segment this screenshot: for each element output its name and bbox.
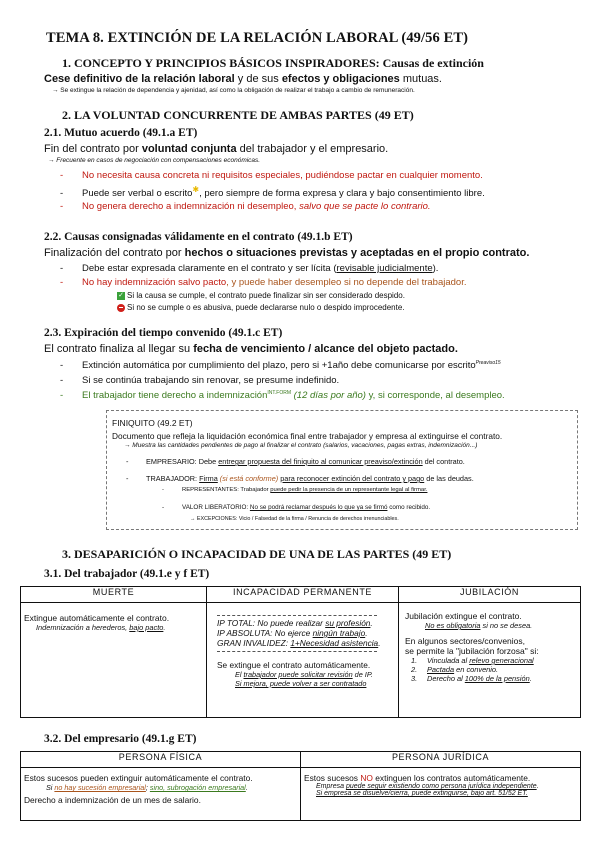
table-cell-jubilacion bbox=[399, 603, 581, 718]
cell-text: Vinculada al bbox=[427, 656, 470, 665]
finiquito-box bbox=[106, 410, 578, 530]
list-number: 3. bbox=[411, 674, 418, 683]
cell-text: Estos sucesos pueden extinguir automáticamente el contrato. bbox=[24, 773, 253, 783]
section-2-heading: 2. LA VOLUNTAD CONCURRENTE DE AMBAS PARTES (49 ET) bbox=[62, 108, 414, 122]
consequence-line bbox=[117, 303, 405, 312]
cell-line bbox=[304, 773, 577, 783]
cell-text-underlined: Si mejora, puede volver a ser contratado bbox=[235, 679, 367, 688]
text: mutuas. bbox=[399, 73, 442, 85]
bullet-text-italic: salvo que se pacte lo contrario. bbox=[299, 201, 431, 212]
text: de las deudas. bbox=[424, 474, 474, 483]
cell-text: Se extingue el contrato automáticamente. bbox=[217, 660, 371, 670]
cell-line bbox=[405, 656, 576, 665]
text: TRABAJADOR: bbox=[146, 474, 200, 483]
cell-text-underlined: puede seguir existiendo como persona jurídica independiente bbox=[345, 783, 537, 790]
subsection-3-2-heading: 3.2. Del empresario (49.1.g ET) bbox=[44, 733, 197, 745]
page-title: TEMA 8. EXTINCIÓN DE LA RELACIÓN LABORAL (49/56 ET) bbox=[46, 30, 469, 46]
list-number: 1. bbox=[411, 656, 418, 665]
bullet-text: , y puede haber desempleo si no depende del trabajador. bbox=[226, 277, 467, 288]
table-header: PERSONA FÍSICA bbox=[21, 752, 301, 768]
cell-text-underlined: sino, subrogación empresarial bbox=[149, 783, 246, 792]
finiquito-trabajador: - TRABAJADOR: Firma (si está conforme) para reconocer extinción del contrato y pago de las deudas. bbox=[126, 474, 474, 483]
subsection-2-2-text bbox=[44, 247, 529, 259]
text: El contrato finaliza al llegar su bbox=[44, 343, 194, 355]
cell-text-underlined: ningún trabajo bbox=[312, 628, 366, 638]
cell-text: ; bbox=[145, 783, 150, 792]
cell-text: Extingue automáticamente el contrato. bbox=[24, 613, 170, 623]
cell-text-underlined: No es obligatoria bbox=[425, 621, 481, 630]
finiquito-note: → Muestra las cantidades pendientes de pago al finalizar el contrato (salarios, vacaciones, pagas extras, indemnización...) bbox=[124, 442, 478, 449]
text: EMPRESARIO: bbox=[146, 457, 199, 466]
cell-line bbox=[217, 638, 394, 648]
cell-line bbox=[405, 674, 576, 683]
superscript-note: Preaviso15 bbox=[475, 360, 501, 366]
cell-text-underlined: relevo generacional bbox=[469, 656, 534, 665]
table-header: INCAPACIDAD PERMANENTE bbox=[207, 587, 399, 603]
bullet-text: y, si corresponde, al desempleo. bbox=[365, 390, 505, 402]
cell-text: Indemnización a herederos, bbox=[36, 623, 130, 632]
section-3-heading: 3. DESAPARICIÓN O INCAPACIDAD DE UNA DE LAS PARTES (49 ET) bbox=[62, 547, 452, 561]
table-cell-incapacidad bbox=[207, 603, 399, 718]
text: Trabajador bbox=[240, 487, 271, 493]
cell-text-underlined: 100% de la pensión bbox=[464, 674, 530, 683]
bullet: - Debe estar expresada claramente en el contrato y ser lícita (revisable judicialmente). bbox=[60, 263, 439, 274]
cell-text-underlined: Si empresa se disuelve/cierra, puede extinguirse, bajo art. 51/52 ET. bbox=[316, 790, 528, 797]
bullet-text-italic: (12 días por año) bbox=[290, 390, 366, 402]
no-entry-icon bbox=[117, 304, 125, 312]
table-header: MUERTE bbox=[21, 587, 207, 603]
bullet: - No necesita causa concreta ni requisitos especiales, pudiéndose pactar en cualquier momento. bbox=[60, 170, 483, 181]
cell-text: . bbox=[370, 618, 373, 628]
cell-text: Si bbox=[46, 783, 55, 792]
text-bold: fecha de vencimiento / alcance del objeto pactado. bbox=[193, 343, 458, 355]
cell-text-underlined: su profesión bbox=[325, 618, 371, 628]
cell-text: . bbox=[378, 638, 381, 648]
text-bold: efectos y obligaciones bbox=[281, 73, 400, 85]
text: REPRESENTANTES: bbox=[182, 487, 241, 493]
dashed-divider bbox=[217, 651, 377, 652]
subsection-2-2-heading: 2.2. Causas consignadas válidamente en el contrato (49.1.b ET) bbox=[44, 231, 353, 243]
star-icon: ✱ bbox=[192, 185, 200, 194]
cell-text: . bbox=[163, 623, 166, 632]
cell-text-underlined: no hay sucesión empresarial bbox=[54, 783, 146, 792]
text-bold: hechos o situaciones previstas y aceptadas en el propio contrato. bbox=[184, 247, 530, 259]
text: del contrato. bbox=[422, 457, 465, 466]
text: y de sus bbox=[234, 73, 282, 85]
bullet-text-underlined: revisable judicialmente bbox=[336, 263, 433, 274]
check-icon: ✓ bbox=[118, 291, 124, 299]
text-bold: Cese definitivo de la relación laboral bbox=[44, 73, 235, 85]
text: del trabajador y el empresario. bbox=[236, 143, 389, 155]
cell-line bbox=[217, 618, 394, 628]
subsection-2-3-heading: 2.3. Expiración del tiempo convenido (49.1.c ET) bbox=[44, 327, 283, 339]
empresario-table bbox=[20, 751, 581, 821]
cell-text: . bbox=[529, 674, 532, 683]
consequence-line bbox=[117, 291, 405, 300]
cell-text: si no se desea. bbox=[480, 621, 533, 630]
cell-text-underlined: Pactada bbox=[427, 665, 455, 674]
finiquito-excepciones: → EXCEPCIONES: Vicio / Falsedad de la firma / Renuncia de derechos irrenunciables. bbox=[190, 516, 399, 522]
finiquito-empresario: - EMPRESARIO: Debe entregar propuesta del finiquito al comunicar preaviso/extinción del contrato. bbox=[126, 457, 465, 466]
text-italic: (si está conforme) bbox=[217, 474, 281, 483]
bullet: - El trabajador tiene derecho a indemnización$^{INT.FORM}$ (12 días por año) y, si corresponde, al desempleo. bbox=[60, 390, 505, 402]
cell-text-underlined: trabajador puede solicitar revisión bbox=[243, 670, 353, 679]
bullet-text: No genera derecho a indemnización ni desempleo, bbox=[82, 201, 300, 212]
text-bold: voluntad conjunta bbox=[141, 143, 237, 155]
cell-line bbox=[217, 670, 394, 679]
bullet-text: El trabajador tiene derecho a indemnización bbox=[82, 390, 268, 402]
subsection-2-3-text bbox=[44, 343, 458, 355]
trabajador-table bbox=[20, 586, 581, 718]
text-underlined: entregar propuesta del finiquito al comunicar preaviso/extinción bbox=[218, 457, 423, 466]
text: VALOR LIBERATORIO: bbox=[182, 504, 250, 511]
cell-text: Jubilación extingue el contrato. bbox=[405, 611, 522, 621]
list-number: 2. bbox=[411, 665, 418, 674]
cell-text-underlined: bajo pacto bbox=[129, 623, 164, 632]
cell-text: IP ABSOLUTA: No ejerce bbox=[217, 628, 313, 638]
bullet-text: Puede ser verbal o escrito bbox=[82, 188, 193, 200]
cell-text: extinguen los contratos automáticamente. bbox=[372, 773, 531, 783]
cell-text: Derecho a indemnización de un mes de salario. bbox=[24, 795, 201, 805]
section-1-text bbox=[44, 73, 442, 85]
cell-text: Estos sucesos bbox=[304, 773, 361, 783]
bullet-text: Debe estar expresada claramente en el contrato y ser lícita ( bbox=[82, 263, 337, 274]
section-1-note: → Se extingue la relación de dependencia y ajenidad, así como la obligación de realizar el trabajo a cambio de remuneración. bbox=[52, 87, 415, 94]
cell-text: se permite la "jubilación forzosa" si: bbox=[405, 646, 539, 656]
bullet: - No genera derecho a indemnización ni desempleo, salvo que se pacte lo contrario. bbox=[60, 201, 431, 212]
cell-line bbox=[24, 783, 297, 792]
cell-text-red: NO bbox=[360, 773, 373, 783]
cell-line bbox=[24, 623, 203, 632]
text: Finalización del contrato por bbox=[44, 247, 185, 259]
subsection-2-1-text bbox=[44, 143, 388, 155]
finiquito-valor-liberatorio: - VALOR LIBERATORIO: No se podrá reclamar después lo que ya se firmó como recibido. bbox=[162, 504, 431, 511]
cell-line bbox=[405, 665, 576, 674]
cell-text: de IP. bbox=[352, 670, 373, 679]
table-cell-persona-fisica bbox=[21, 768, 301, 821]
text: como recibido. bbox=[387, 504, 431, 511]
cell-text: en convenio. bbox=[454, 665, 499, 674]
bullet-text: ). bbox=[432, 263, 439, 274]
finiquito-text: Documento que refleja la liquidación económica final entre trabajador y empresa al extinguirse el contrato. bbox=[112, 431, 503, 441]
text: Fin del contrato por bbox=[44, 143, 142, 155]
cell-text: GRAN INVALIDEZ: bbox=[217, 638, 291, 648]
cell-text: En algunos sectores/convenios, bbox=[405, 636, 526, 646]
bullet-text: , pero siempre de forma expresa y clara y bajo consentimiento libre. bbox=[199, 188, 485, 200]
finiquito-representantes: - REPRESENTANTES: Trabajador puede pedir la presencia de un representante legal al firmar. bbox=[162, 487, 428, 493]
bullet-text: Si se continúa trabajando sin renovar, se presume indefinido. bbox=[82, 375, 340, 386]
cell-text-underlined: 1+Necesidad asistencia bbox=[290, 638, 379, 648]
text-underlined: puede pedir la presencia de un representante legal al firmar. bbox=[270, 487, 428, 493]
cell-text: . bbox=[245, 783, 248, 792]
bullet-text: No necesita causa concreta ni requisitos especiales, pudiéndose pactar en cualquier momento. bbox=[82, 170, 483, 181]
bullet: - Extinción automática por cumplimiento del plazo, pero si +1año debe comunicarse por escrito$^{Preaviso15}$ bbox=[60, 360, 501, 372]
cell-text: . bbox=[365, 628, 368, 638]
section-1-heading: 1. CONCEPTO Y PRINCIPIOS BÁSICOS INSPIRADORES: Causas de extinción bbox=[62, 56, 484, 70]
bullet: - No hay indemnización salvo pacto, y puede haber desempleo si no depende del trabajador. bbox=[60, 277, 467, 288]
text-underlined: para reconocer extinción del contrato y pago bbox=[280, 474, 425, 483]
subsection-3-1-heading: 3.1. Del trabajador (49.1.e y f ET) bbox=[44, 568, 210, 580]
dashed-divider bbox=[217, 615, 377, 616]
consequence-text: Si la causa se cumple, el contrato puede finalizar sin ser considerado despido. bbox=[127, 291, 405, 300]
table-cell-muerte bbox=[21, 603, 207, 718]
table-cell-persona-juridica bbox=[301, 768, 581, 821]
consequence-text: Si no se cumple o es abusiva, puede declararse nulo o despido improcedente. bbox=[127, 303, 405, 312]
cell-text: Empresa bbox=[316, 783, 346, 790]
text-underlined: No se podrá reclamar después lo que ya se firmó bbox=[249, 504, 388, 511]
text-underlined: Firma bbox=[199, 474, 218, 483]
text: Debe bbox=[198, 457, 219, 466]
cell-text: El bbox=[235, 670, 244, 679]
cell-line bbox=[217, 628, 394, 638]
bullet-text: Extinción automática por cumplimiento del plazo, pero si +1año debe comunicarse por escrito bbox=[82, 360, 476, 372]
superscript-note: INT.FORM bbox=[267, 390, 291, 396]
cell-line bbox=[304, 783, 577, 790]
table-header: JUBILACIÓN bbox=[399, 587, 581, 603]
bullet-text: No hay indemnización salvo pacto bbox=[82, 277, 227, 288]
subsection-2-1-note: → Frecuente en casos de negociación con compensaciones económicas. bbox=[48, 157, 261, 164]
table-header: PERSONA JURÍDICA bbox=[301, 752, 581, 768]
cell-text: . bbox=[536, 783, 539, 790]
cell-text: IP TOTAL: No puede realizar bbox=[217, 618, 326, 628]
subsection-2-1-heading: 2.1. Mutuo acuerdo (49.1.a ET) bbox=[44, 127, 198, 139]
cell-line bbox=[405, 621, 576, 630]
bullet: - Puede ser verbal o escrito✱, pero siempre de forma expresa y clara y bajo consentimiento libre. bbox=[60, 185, 485, 200]
cell-text: Derecho al bbox=[427, 674, 465, 683]
bullet: - Si se continúa trabajando sin renovar, se presume indefinido. bbox=[60, 375, 340, 386]
finiquito-heading: FINIQUITO (49.2 ET) bbox=[112, 418, 193, 428]
